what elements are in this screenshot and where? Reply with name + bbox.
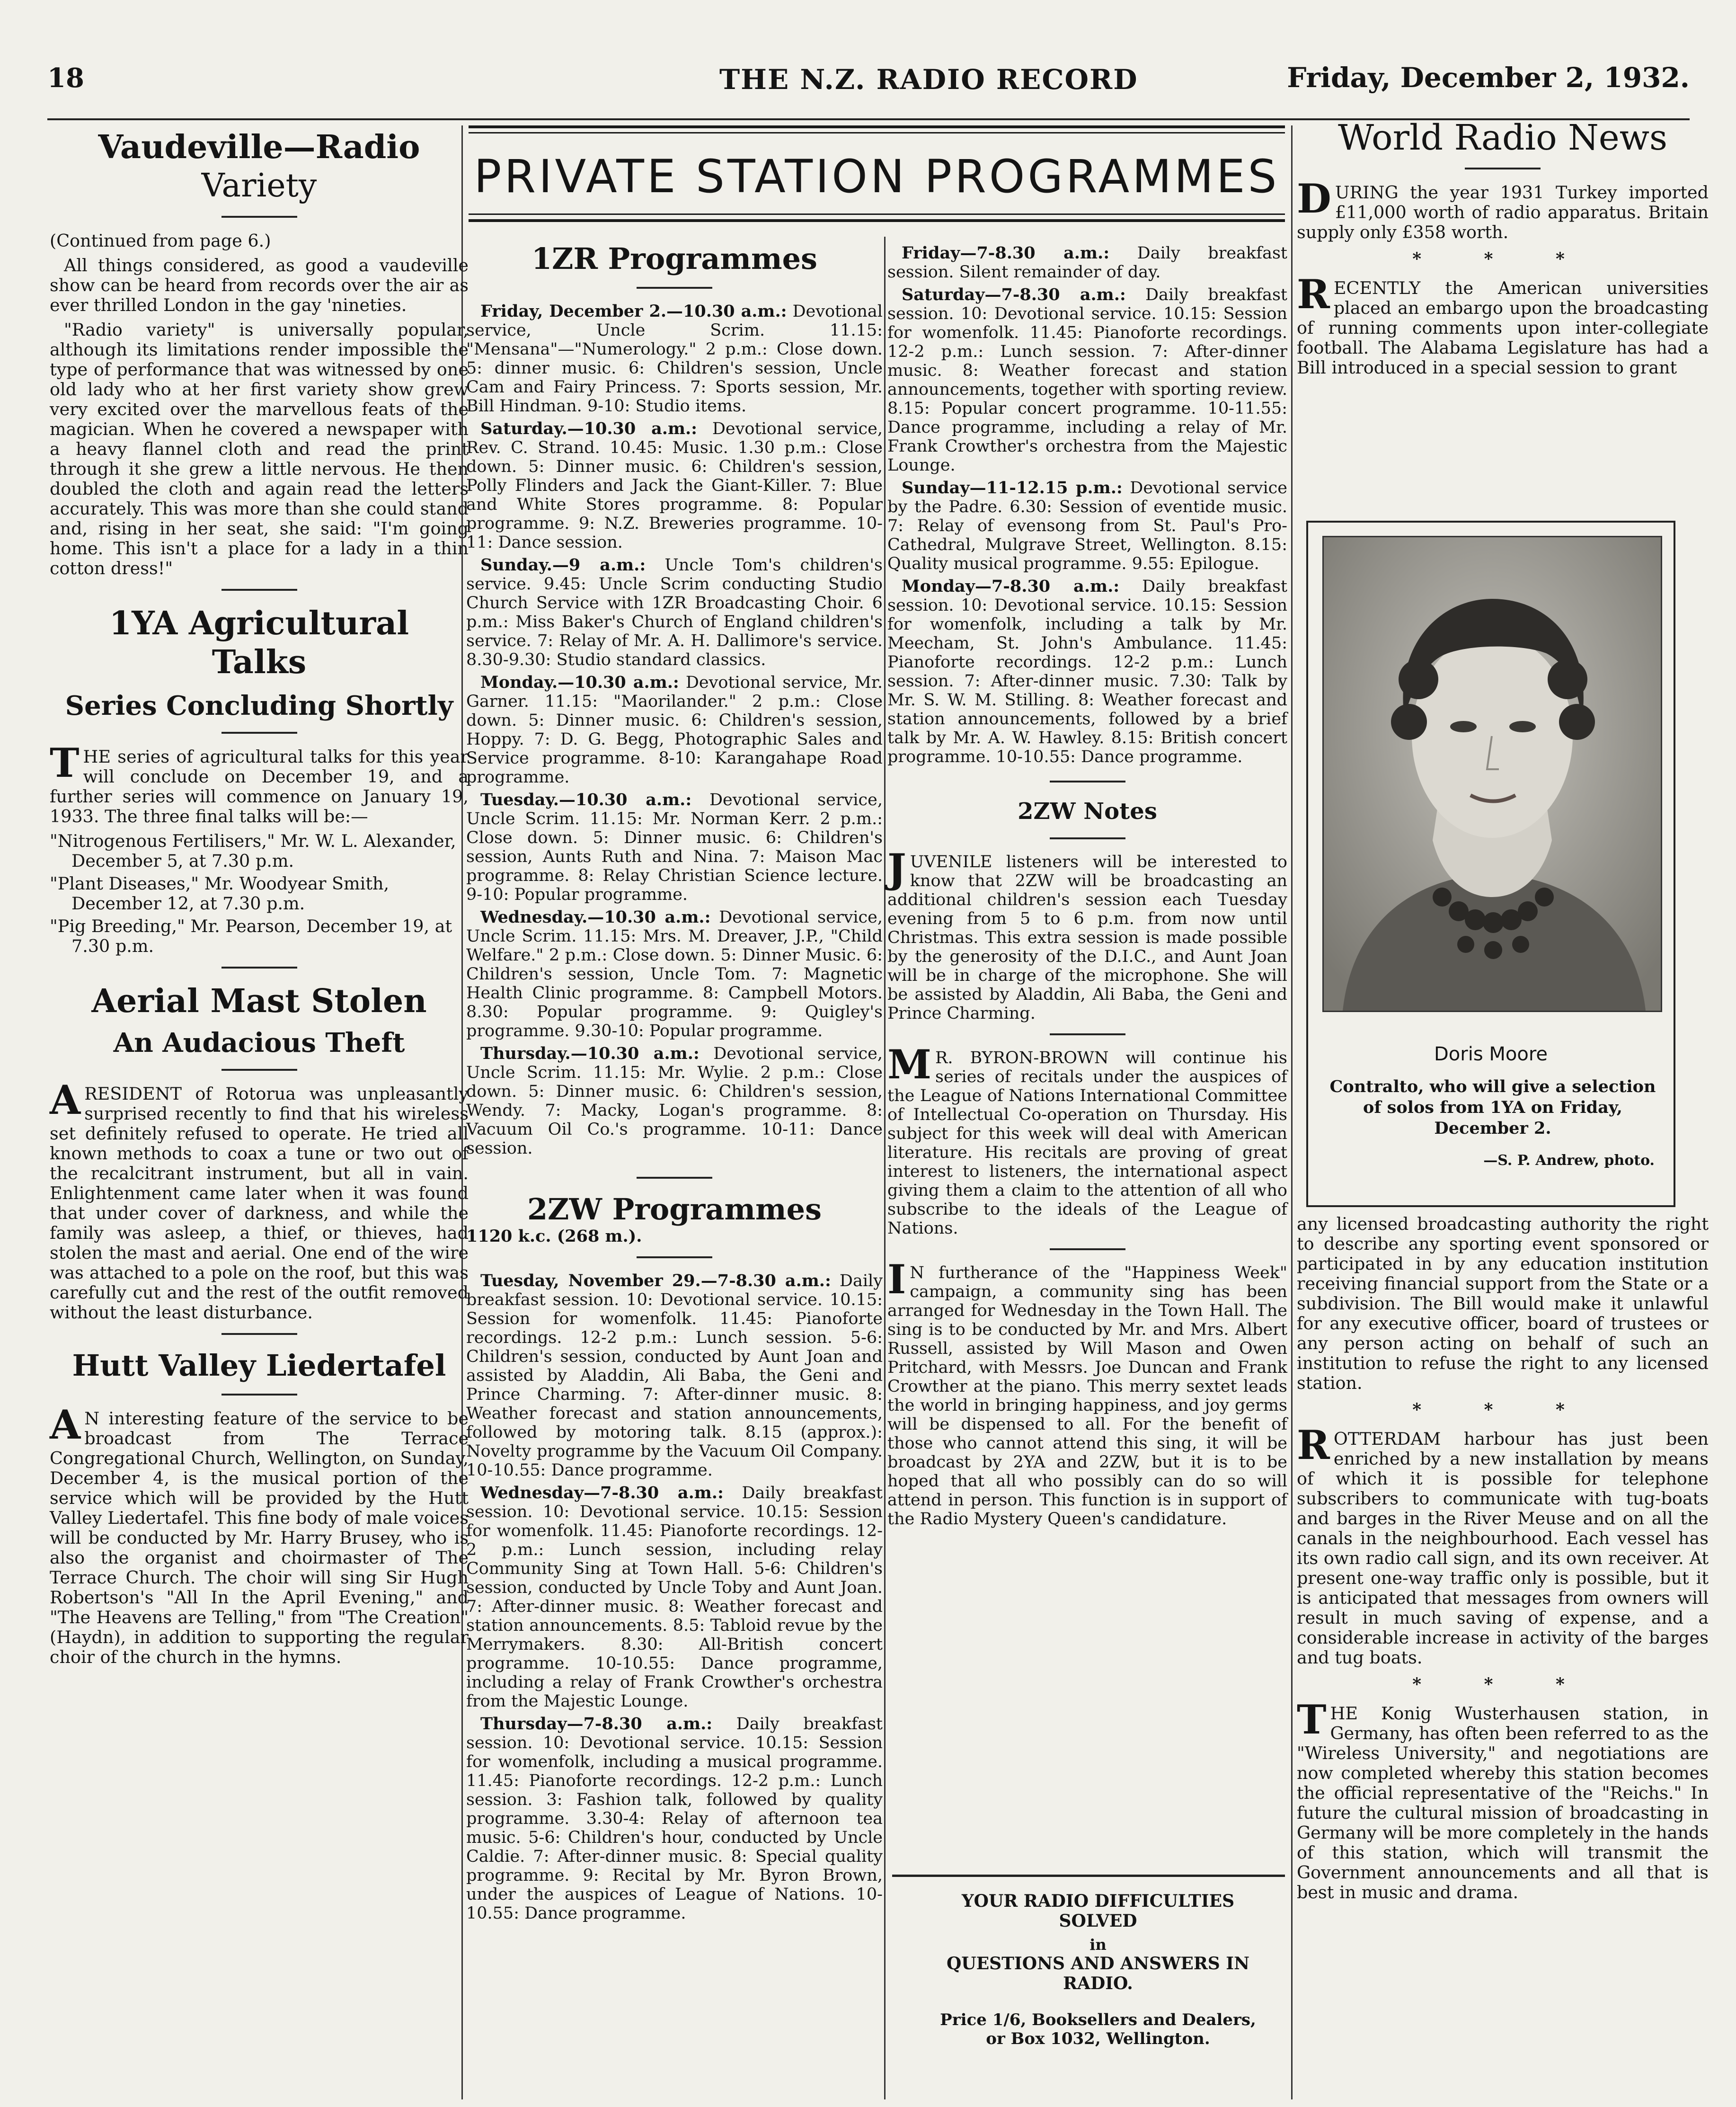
world-para-2: RECENTLY the American universities placed an embargo upon the broadcasting of running comments upon inter-collegiate football. The Alabama Legislature has had a Bill introduced in a special session to grant [1297,271,1709,378]
world-heading: World Radio News [1337,117,1668,158]
izr-day: Monday.—10.30 a.m.: Devotional service, Mr. Garner. 11.15: "Maorilander." 2 p.m.: Close down. 5: Dinner music. 6: Children's session, Hoppy. 7: D. G. Begg, Photographic Sales and Service programme. 8-10: Karangahape Road programme. [466,673,883,787]
agri-talk-3: "Pig Breeding," Mr. Pearson, December 19, at 7.30 p.m. [50,916,452,956]
agri-talk-2: "Plant Diseases," Mr. Woodyear Smith, December 12, at 7.30 p.m. [50,873,390,914]
continued-note: (Continued from page 6.) [50,231,271,251]
tzw-frequency: 1120 k.c. (268 m.). [466,1227,642,1246]
column-2 [466,241,883,1927]
divider [221,1394,297,1396]
hutt-heading: Hutt Valley Liedertafel [72,1348,446,1383]
portrait-photo [1322,536,1662,1012]
izr-day: Sunday.—9 a.m.: Uncle Tom's children's service. 9.45: Uncle Scrim conducting Studio Church Service with 1ZR Broadcasting Choir. 6 p.m.: Miss Baker's Church of England children's service. 7: Relay of Mr. A. H. Dallimore's service. 8.30-9.30: Studio standard classics. [466,555,883,669]
vaudeville-para-1: All things considered, as good a vaudeville show can be heard from records over the air as ever thrilled London in the gay 'nineties. [50,255,469,315]
divider [1050,1033,1125,1035]
aerial-subheading: An Audacious Theft [113,1027,405,1058]
vaudeville-para-2: "Radio variety" is universally popular, although its limitations render impossible the type of performance that was witnessed by one old lady who at her first variety show grew very excited over the marvellous feats of the magician. When he covered a newspaper with a heavy flannel cloth and read the print through it she grew a little nervous. He then doubled the cloth and again read the letters accurately. This was more than she could stand and, rising in her seat, she said: "I'm going home. This isn't a place for a lady in a thin cotton dress!" [50,320,469,578]
divider [637,1177,712,1179]
banner-rule-top-thin [469,132,1285,133]
stars-divider: * * * [1412,1674,1593,1694]
izr-day: Friday, December 2.—10.30 a.m.: Devotional service, Uncle Scrim. 11.15: "Mensana"—"Numerology." 2 p.m.: Close down. 5: dinner music. 6: Children's session, Uncle Cam and Fairy Princess. 7: Sports session, Mr. Bill Hindman. 9-10: Studio items. [466,302,883,416]
column-3 [887,244,1287,1532]
world-para-1: DURING the year 1931 Turkey imported £11,000 worth of radio apparatus. Britain supply only £358 worth. [1297,175,1709,242]
ad-line: SOLVED [1059,1911,1137,1931]
tzw-day: Monday—7-8.30 a.m.: Daily breakfast session. 10: Devotional service. 10.15: Session for womenfolk, including a talk by Mr. Meecham, St. John's Ambulance. 11.45: Pianoforte recordings. 12-2 p.m.: Lunch session. 7: After-dinner music. 7.30: Talk by Mr. S. W. M. Stilling. 8: Weather forecast and station announcements, followed by a brief talk by Mr. A. W. Hawley. 8.15: British concert programme. 10-10.55: Dance programme. [887,577,1287,766]
agri-heading-line1: 1YA Agricultural [109,605,409,642]
tzw-day: Wednesday—7-8.30 a.m.: Daily breakfast session. 10: Devotional service. 10.15: Session for womenfolk. 11.45: Pianoforte recordings. 12-2 p.m.: Lunch session, including relay Community Sing at Town Hall. 5-6: Children's session, conducted by Uncle Toby and Aunt Joan. 7: After-dinner music. 8: Weather forecast and station announcements. 8.5: Tabloid revue by the Merrymakers. 8.30: All-British concert programme. 10-10.55: Dance programme, including a relay of Frank Crowther's orchestra from the Majestic Lounge. [466,1483,883,1711]
column-rule-3 [1291,125,1293,2099]
world-para-3: ROTTERDAM harbour has just been enriched by a new installation by means of which it is possible for telephone subscribers to communicate with tug-boats and barges in the River Meuse and on all the canals in the neighbourhood. Each vessel has its own radio call sign, and its own receiver. At present one-way traffic only is possible, but it is anticipated that messages from owners will result in much saving of expense, and a considerable increase in activity of the barges and tug boats. [1297,1422,1709,1668]
divider [1050,1248,1125,1250]
photo-name: Doris Moore [1434,1043,1548,1065]
vaudeville-heading-line2: Variety [201,167,317,204]
photo-box [1306,521,1675,1207]
issue-date: Friday, December 2, 1932. [1287,62,1690,94]
divider [221,1333,297,1335]
izr-day: Thursday.—10.30 a.m.: Devotional service, Uncle Scrim. 11.15: Mr. Wylie. 2 p.m.: Close down. 5: Dinner music. 6: Children's session, Wendy. 7: Macky, Logan's programme. 8: Vacuum Oil Co.'s programme. 10-11: Dance session. [466,1044,883,1158]
divider [637,1256,712,1258]
ad-line: in [1089,1936,1107,1954]
eye [1450,721,1477,732]
stars-divider: * * * [1412,249,1593,269]
ad-line: YOUR RADIO DIFFICULTIES [961,1891,1235,1911]
agri-talk-1: "Nitrogenous Fertilisers," Mr. W. L. Alexander, December 5, at 7.30 p.m. [50,831,456,871]
hair-curl [1399,659,1438,699]
vaudeville-heading-line1: Vaudeville—Radio [98,128,420,166]
notes-para-1: JUVENILE listeners will be interested to know that 2ZW will be broadcasting an additional children's session each Tuesday evening from 5 to 6 p.m. from now until Christmas. This extra session is made possible by the generosity of the D.I.C., and Aunt Joan will be in charge of the microphone. She will be assisted by Aladdin, Ali Baba, the Geni and Prince Charming. [887,845,1287,1023]
divider [221,732,297,734]
column-4 [1297,118,1709,382]
notes-para-2: MR. BYRON-BROWN will continue his series of recitals under the auspices of the League of Nations International Committee of Intellectual Co-operation on Thursday. His subject for this week will deal with American literature. His recitals are proving of great interest to listeners, the international aspect giving them a claim to the attention of all who subscribe to the ideals of the League of Nations. [887,1041,1287,1238]
private-stations-banner [469,125,1285,234]
stars-divider: * * * [1412,1400,1593,1420]
publication-title: THE N.Z. RADIO RECORD [719,63,1138,96]
aerial-para: ARESIDENT of Rotorua was unpleasantly surprised recently to find that his wireless set definitely refused to operate. He tried all known methods to coax a tune or two out of the recalcitrant instrument, but all in vain. Enlightenment came later when it was found that under cover of darkness, and while the family was asleep, a thief, or thieves, had stolen the mast and aerial. One end of the wire was attached to a pole on the roof, but this was carefully cut and the rest of the outfit removed without the least disturbance. [50,1076,469,1323]
tzw-day: Sunday—11-12.15 p.m.: Devotional service by the Padre. 6.30: Session of eventide music. 7: Relay of evensong from St. Paul's Pro-Cathedral, Mulgrave Street, Wellington. 8.15: Quality musical programme. 9.55: Epilogue. [887,478,1287,573]
banner-rule-bottom [469,219,1285,222]
column-rule-2 [884,237,886,2099]
masthead [47,52,1690,123]
divider [221,216,297,218]
agri-para: THE series of agricultural talks for this year will conclude on December 19, and a further series will commence on January 19, 1933. The three final talks will be:— [50,739,469,827]
banner-title: PRIVATE STATION PROGRAMMES [474,150,1280,203]
banner-rule-bottom-thin [469,213,1285,215]
tzw-day: Friday—7-8.30 a.m.: Daily breakfast session. Silent remainder of day. [887,243,1287,282]
izr-heading: 1ZR Programmes [531,241,817,276]
agri-subheading: Series Concluding Shortly [65,690,453,721]
world-para-2b: any licensed broadcasting authority the right to describe any sporting event sponsored or participated in by any education institution receiving financial support from the State or a subdivision. The Bill would make it unlawful for any executive officer, board of trustees or any person acting on behalf of such an institution to refuse the right to any licensed station. [1297,1214,1709,1393]
notes-heading: 2ZW Notes [1018,798,1157,825]
advertisement [911,1882,1285,2104]
aerial-heading: Aerial Mast Stolen [91,982,427,1020]
ad-line: QUESTIONS AND ANSWERS IN [946,1954,1250,1974]
photo-credit: —S. P. Andrew, photo. [1483,1152,1655,1169]
tzw-day: Tuesday, November 29.—7-8.30 a.m.: Daily breakfast session. 10: Devotional service. 10.15: Session for womenfolk. 11.45: Pianoforte recordings. 12-2 p.m.: Lunch session. 5-6: Children's session, conducted by Aunt Joan and assisted by Aladdin, Ali Baba, the Geni and Prince Charming. 7: After-dinner music. 8: Weather forecast and station announcements, followed by motoring talk. 8.15 (approx.): Novelty programme by the Vacuum Oil Company. 10-10.55: Dance programme. [466,1271,883,1480]
face [1412,634,1573,838]
portrait-illustration [1324,537,1661,1011]
notes-para-3: IN furtherance of the "Happiness Week" campaign, a community sing has been arranged for Wednesday in the Town Hall. The sing is to be conducted by Mr. and Mrs. Albert Russell, assisted by Will Mason and Owen Pritchard, with Messrs. Joe Duncan and Frank Crowther at the piano. This merry sextet leads the world in bringing happiness, and joy germs will be dispensed to all. For the benefit of those who cannot attend this sing, it will be broadcast by 2YA and 2ZW, but it is to be hoped that all who possibly can do so will attend in person. This function is in support of the Radio Mystery Queen's candidature. [887,1256,1287,1529]
ad-line: Price 1/6, Booksellers and Dealers, [940,2010,1256,2029]
hair-curl [1391,704,1427,740]
izr-day: Saturday.—10.30 a.m.: Devotional service, Rev. C. Strand. 10.45: Music. 1.30 p.m.: Close down. 5: Dinner music. 6: Children's session, Polly Flinders and Jack the Giant-Killer. 7: Blue and White Stores programme. 8: Popular programme. 9: N.Z. Breweries programme. 10-11: Dance session. [466,419,883,552]
divider [1465,168,1541,169]
divider [221,589,297,591]
divider [221,967,297,969]
hair-curl [1559,704,1595,740]
izr-day: Tuesday.—10.30 a.m.: Devotional service, Uncle Scrim. 11.15: Mr. Norman Kerr. 2 p.m.: Close down. 5: Dinner music. 6: Children's session, Aunts Ruth and Nina. 7: Maison Mac programme. 8: Relay Christian Science lecture. 9-10: Popular programme. [466,790,883,904]
banner-rule-top [469,125,1285,128]
tzw-day: Thursday—7-8.30 a.m.: Daily breakfast session. 10: Devotional service. 10.15: Session for womenfolk, including a musical programme. 11.45: Pianoforte recordings. 12-2 p.m.: Lunch session. 3: Fashion talk, followed by quality programme. 3.30-4: Relay of afternoon tea music. 5-6: Children's hour, conducted by Uncle Caldie. 7: After-dinner music. 8: Special quality programme. 9: Recital by Mr. Byron Brown, under the auspices of League of Nations. 10-10.55: Dance programme. [466,1714,883,1923]
eye [1509,721,1536,732]
divider [637,287,712,289]
tzw-day: Saturday—7-8.30 a.m.: Daily breakfast session. 10: Devotional service. 10.15: Session for womenfolk. 11.45: Pianoforte recordings. 12-2 p.m.: Lunch session. 7: After-dinner music. 8: Weather forecast and station announcements, together with sporting review. 8.15: Popular concert programme. 10-11.55: Dance programme, including a relay of Mr. Frank Crowther's orchestra from the Majestic Lounge. [887,285,1287,475]
izr-day: Wednesday.—10.30 a.m.: Devotional service, Uncle Scrim. 11.15: Mrs. M. Dreaver, J.P., "Child Welfare." 2 p.m.: Close down. 5: Dinner Music. 6: Children's session, Uncle Tom. 7: Magnetic Health Clinic programme. 8: Campbell Motors. 8.30: Popular programme. 9: Quigley's programme. 9.30-10: Popular programme. [466,907,883,1040]
tzw-heading: 2ZW Programmes [527,1192,822,1227]
agri-heading-line2: Talks [212,643,307,681]
divider [221,1069,297,1071]
hair-curl [1548,659,1587,699]
column-1 [50,128,469,1672]
ad-rule [892,1875,1285,1877]
ad-line: or Box 1032, Wellington. [986,2029,1210,2048]
divider [1050,837,1125,839]
world-para-4: THE Konig Wusterhausen station, in Germany, has often been referred to as the "Wireless University," and negotiations are now completed whereby this station becomes the official representative of the "Reichs." In future the cultural mission of broadcasting in Germany will be more completely in the hands of this station, which will transmit the Government announcements and all that is best in music and drama. [1297,1696,1709,1903]
page-number: 18 [47,62,84,94]
column-4-continued [1297,1214,1709,1903]
photo-caption: Contralto, who will give a selection of solos from 1YA on Friday, December 2. [1329,1077,1656,1138]
hutt-para: AN interesting feature of the service to be broadcast from The Terrace Congregational Church, Wellington, on Sunday, December 4, is the musical portion of the service which will be provided by the Hutt Valley Liedertafel. This fine body of male voices will be conducted by Mr. Harry Brusey, who is also the organist and choirmaster of The Terrace Church. The choir will sing Sir Hugh Robertson's "All In the April Evening," and "The Heavens are Telling," from "The Creation" (Haydn), in addition to supporting the regular choir of the church in the hymns. [50,1401,469,1667]
divider [1050,781,1125,782]
ad-line: RADIO. [1063,1974,1133,1993]
